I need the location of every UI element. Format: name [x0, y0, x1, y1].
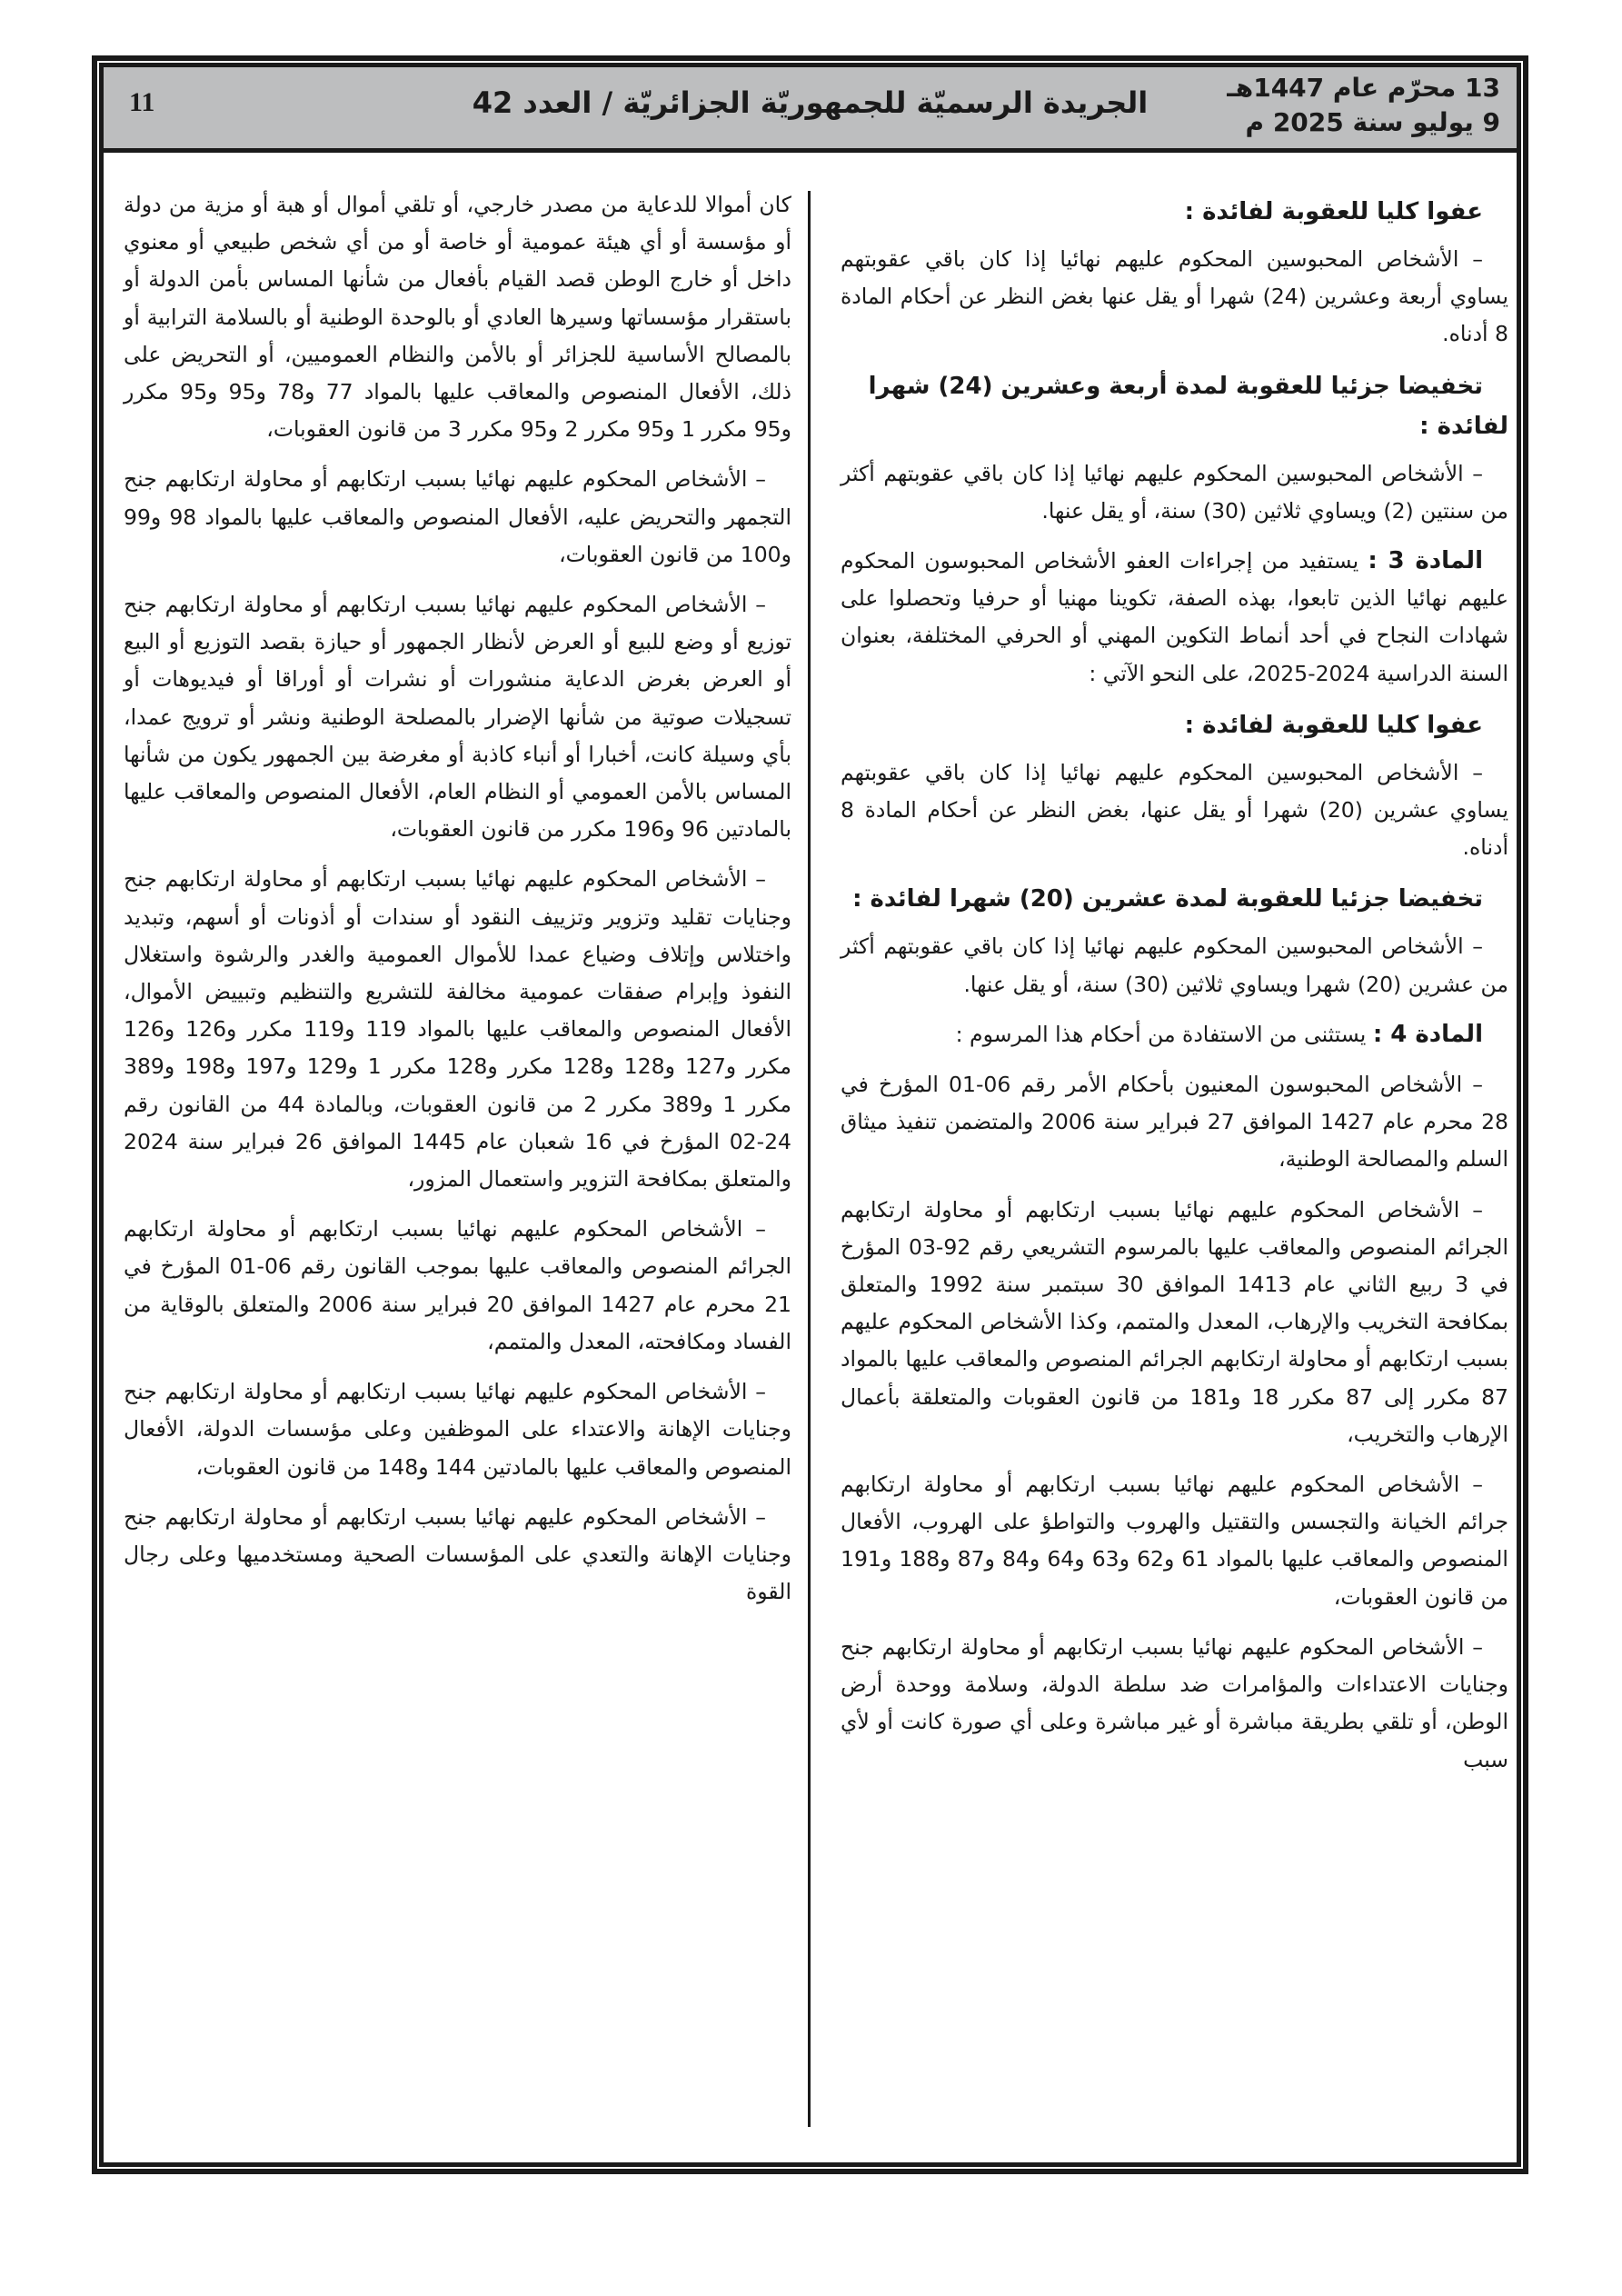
- column-divider: [808, 191, 811, 2127]
- paragraph: – الأشخاص المحبوسين المحكوم عليهم نهائيا إذا كان باقي عقوبتهم أكثر من عشرين (20) شهرا ويساوي ثلاثين (30) سنة، أو يقل عنها.: [841, 933, 1508, 997]
- issue-date: [1227, 71, 1500, 140]
- article-text: يستفيد من إجراءات العفو الأشخاص المحبوسون المحكوم عليهم نهائيا الذين تابعوا، بهذه الصفة، تكوينا مهنيا أو حرفيا وتحصلوا على شهادات النجاح في أحد أنماط التكوين المهني أو الحرفي المختلفة، بعنوان السنة الدراسية 2024-2025، على النحو الآتي :: [841, 548, 1508, 686]
- paragraph: – الأشخاص المحبوسين المحكوم عليهم نهائيا إذا كان باقي عقوبتهم أكثر من سنتين (2) ويساوي ثلاثين (30) سنة، أو يقل عنها.: [841, 460, 1508, 524]
- section-heading: عفوا كليا للعقوبة لفائدة :: [1184, 198, 1483, 225]
- article-label: المادة 3 :: [1368, 547, 1483, 575]
- paragraph: كان أموالا للدعاية من مصدر خارجي، أو تلقي أموال أو هبة أو مزية من دولة أو مؤسسة أو أي هيئة عمومية أو خاصة أو من أي شخص طبيعي أو معنوي داخل أو خارج الوطن قصد القيام بأفعال من شأنها المساس بأمن الدولة أو باستقرار مؤسساتها وسيرها العادي أو بالوحدة الوطنية أو بالسلامة الترابية أو بالمصالح الأساسية للجزائر أو بالأمن والنظام العموميين، أو التحريض على ذلك، الأفعال المنصوص والمعاقب عليها بالمواد 77 و78 و95 و95 مكرر و95 مكرر 1 و95 مكرر 2 و95 مكرر 3 من قانون العقوبات،: [124, 192, 792, 443]
- paragraph: – الأشخاص المحكوم عليهم نهائيا بسبب ارتكابهم أو محاولة ارتكابهم جنح وجنايات الإهانة والتعدي على المؤسسات الصحية ومستخدميها وعلى رجال القوة: [124, 1503, 791, 1605]
- paragraph: – الأشخاص المحكوم عليهم نهائيا بسبب ارتكابهم أو محاولة ارتكابهم جرائم الخيانة والتجسس والتقتيل والهروب والتواطؤ على الهروب، الأفعال المنصوص والمعاقب عليها بالمواد 61 و62 و63 و64 و84 و87 و188 و191 من قانون العقوبات،: [841, 1472, 1508, 1610]
- date-gregorian: 9 يوليو سنة 2025 م: [1245, 107, 1500, 137]
- paragraph: – الأشخاص المحكوم عليهم نهائيا بسبب ارتكابهم أو محاولة ارتكابهم جنح وجنايات الإهانة والاعتداء على الموظفين وعلى مؤسسات الدولة، الأفعال المنصوص والمعاقب عليها بالمادتين 144 و148 من قانون العقوبات،: [124, 1379, 791, 1480]
- paragraph: – الأشخاص المحكوم عليهم نهائيا بسبب ارتكابهم أو محاولة ارتكابهم جنح وجنايات تقليد وتزوير وتزييف النقود أو سندات أو أذونات أو أسهم، وتبديد واختلاس وإتلاف وضياع عمدا للأموال العمومية والغدر والرشوة واستغلال النفوذ وإبرام صفقات عمومية مخالفة للتشريع والتنظيم وتبييض الأموال، الأفعال المنصوص والمعاقب عليها بالمواد 119 و119 مكرر و126 و126 مكرر و127 و128 و128 مكرر و128 مكرر 1 و129 و197 و198 و389 مكرر 1 و389 مكرر 2 من قانون العقوبات، وبالمادة 44 من القانون رقم 24-02 المؤرخ في 16 شعبان عام 1445 الموافق 26 فبراير سنة 2024 والمتعلق بمكافحة التزوير واستعمال المزور،: [124, 866, 792, 1193]
- paragraph: – الأشخاص المحكوم عليهم نهائيا بسبب ارتكابهم أو محاولة ارتكابهم الجرائم المنصوص والمعاقب عليها بموجب القانون رقم 06-01 المؤرخ في 21 محرم عام 1427 الموافق 20 فبراير سنة 2006 والمتعلق بالوقاية من الفساد ومكافحته، المعدل والمتمم،: [124, 1216, 791, 1354]
- date-hijri: 13 محرّم عام 1447هـ: [1227, 73, 1500, 103]
- paragraph: – الأشخاص المحبوسون المعنيون بأحكام الأمر رقم 06-01 المؤرخ في 28 محرم عام 1427 الموافق 27 فبراير سنة 2006 والمتضمن تنفيذ ميثاق السلم والمصالحة الوطنية،: [841, 1072, 1509, 1173]
- section-heading: تخفيضا جزئيا للعقوبة لمدة عشرين (20) شهرا لفائدة :: [852, 885, 1483, 913]
- page-number: 11: [129, 87, 155, 117]
- article-text: يستثنى من الاستفادة من أحكام هذا المرسوم :: [955, 1021, 1373, 1047]
- section-heading: عفوا كليا للعقوبة لفائدة :: [1184, 711, 1483, 739]
- paragraph: – الأشخاص المحبوسين المحكوم عليهم نهائيا إذا كان باقي عقوبتهم يساوي عشرين (20) شهرا أو يقل عنها، بغض النظر عن أحكام المادة 8 أدناه.: [841, 759, 1508, 861]
- paragraph: – الأشخاص المحكوم عليهم نهائيا بسبب ارتكابهم أو محاولة ارتكابهم جنح توزيع أو وضع للبيع أو العرض لأنظار الجمهور أو حيازة بقصد التوزيع أو البيع أو العرض بغرض الدعاية منشورات أو نشرات أو أوراقا أو فيديوهات أو تسجيلات صوتية من شأنها الإضرار بالمصلحة الوطنية ونشر أو ترويج عمدا، بأي وسيلة كانت، أخبارا أو أنباء كاذبة أو مغرضة بين الجمهور يكون من شأنها المساس بالأمن العمومي أو النظام العام، الأفعال المنصوص والمعاقب عليها بالمادتين 96 و196 مكرر من قانون العقوبات،: [124, 592, 791, 843]
- article-label: المادة 4 :: [1372, 1020, 1483, 1048]
- section-heading: تخفيضا جزئيا للعقوبة لمدة أربعة وعشرين (24) شهرا لفائدة :: [868, 372, 1508, 440]
- paragraph: – الأشخاص المحكوم عليهم نهائيا بسبب ارتكابهم أو محاولة ارتكابهم جنح وجنايات الاعتداءات والمؤامرات ضد سلطة الدولة، وسلامة ووحدة أرض الوطن، أو تلقي بطريقة مباشرة أو غير مباشرة وعلى أي صورة كانت أو لأي سبب: [841, 1633, 1508, 1772]
- gazette-title: الجريدة الرسميّة للجمهوريّة الجزائريّة / العدد 42: [472, 85, 1149, 120]
- paragraph: – الأشخاص المحبوسين المحكوم عليهم نهائيا إذا كان باقي عقوبتهم يساوي أربعة وعشرين (24) شهرا أو يقل عنها بغض النظر عن أحكام المادة 8 أدناه.: [841, 246, 1508, 347]
- paragraph: – الأشخاص المحكوم عليهم نهائيا بسبب ارتكابهم أو محاولة ارتكابهم جنح التجمهر والتحريض عليه، الأفعال المنصوص والمعاقب عليها بالمواد 98 و99 و100 من قانون العقوبات،: [124, 466, 791, 567]
- paragraph: – الأشخاص المحكوم عليهم نهائيا بسبب ارتكابهم أو محاولة ارتكابهم الجرائم المنصوص والمعاقب عليها بالمرسوم التشريعي رقم 92-03 المؤرخ في 3 ربيع الثاني عام 1413 الموافق 30 سبتمبر سنة 1992 والمتعلق بمكافحة التخريب والإرهاب، المعدل والمتمم، وكذا الأشخاص المحكوم عليهم بسبب ارتكابهم أو محاولة ارتكابهم الجرائم المنصوص والمعاقب عليها بالمواد 87 مكرر إلى 87 مكرر 18 و181 من قانون العقوبات والمتعلقة بأعمال الإرهاب والتخريب،: [841, 1196, 1508, 1447]
- left-column: [124, 186, 791, 1623]
- article-3: [841, 543, 1508, 693]
- right-column: [841, 186, 1508, 1792]
- article-4: [841, 1016, 1508, 1053]
- gazette-header: [104, 67, 1517, 153]
